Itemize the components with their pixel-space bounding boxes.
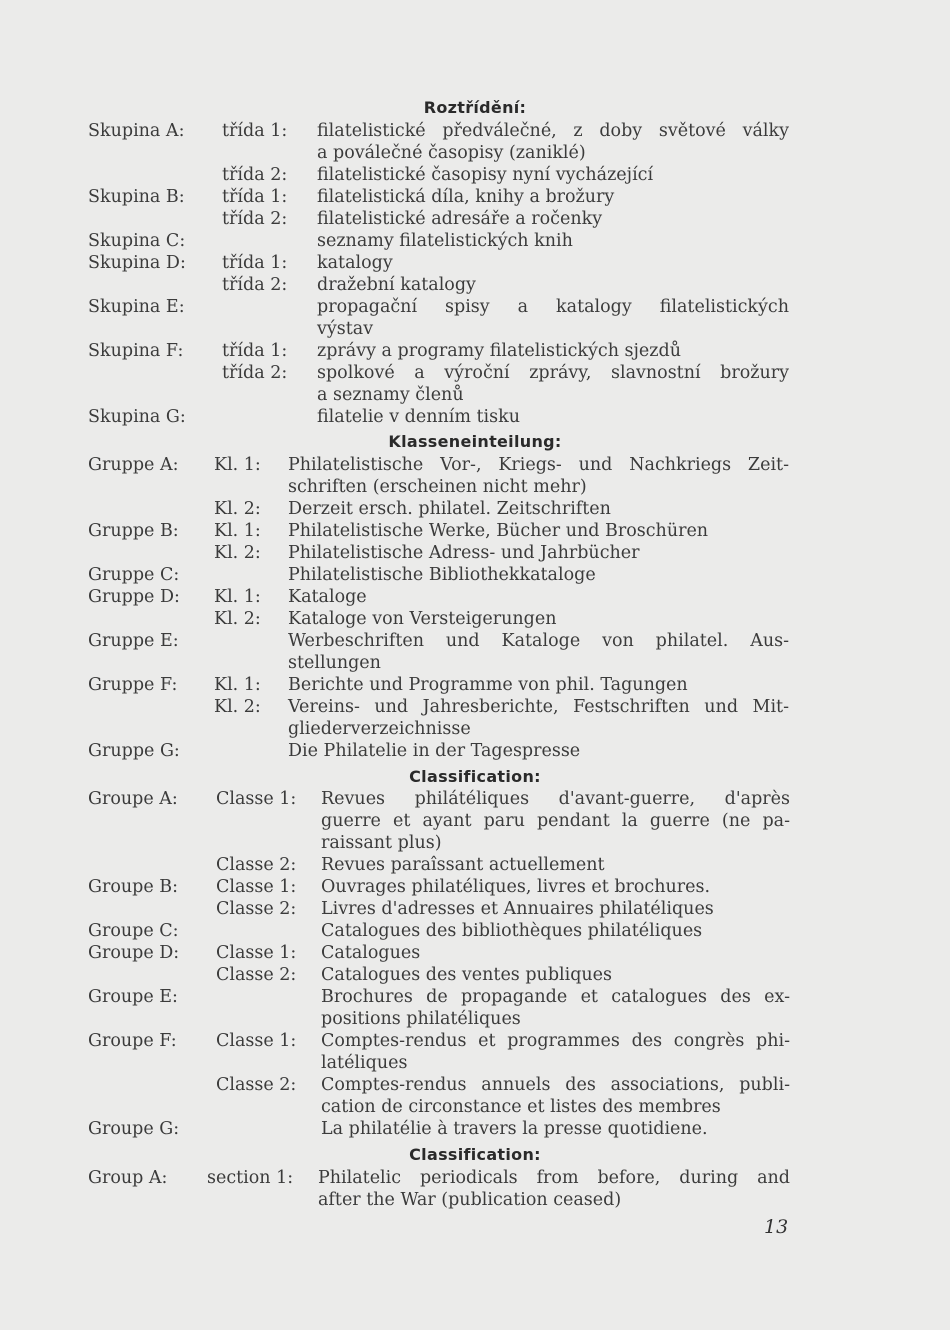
description-text: dražební katalogy <box>317 275 476 295</box>
description-text: schriften (erscheinen nicht mehr) <box>288 477 587 497</box>
classification-row <box>0 498 950 520</box>
description-text: Catalogues <box>321 943 421 963</box>
group-label: Gruppe B: <box>88 521 179 541</box>
class-label: třída 1: <box>222 187 288 207</box>
class-label: Kl. 1: <box>214 521 261 541</box>
classification-row <box>0 788 950 810</box>
classification-row <box>0 142 950 164</box>
class-label: Classe 2: <box>216 1075 297 1095</box>
class-label: Classe 1: <box>216 877 297 897</box>
classification-row <box>0 1118 950 1140</box>
group-label: Skupina A: <box>88 121 185 141</box>
description-text: Livres d'adresses et Annuaires philatéliques <box>321 899 714 919</box>
classification-row <box>0 696 950 718</box>
description-text: výstav <box>317 319 374 339</box>
class-label: Kl. 1: <box>214 455 261 475</box>
class-label: Kl. 2: <box>214 609 261 629</box>
classification-row <box>0 476 950 498</box>
description-text: La philatélie à travers la presse quotidiene. <box>321 1119 708 1139</box>
section-heading: Klasseneinteilung: <box>388 432 562 451</box>
group-label: Group A: <box>88 1168 168 1188</box>
description-text: stellungen <box>288 653 381 673</box>
classification-row <box>0 608 950 630</box>
description-text: filatelistická díla, knihy a brožury <box>317 187 615 207</box>
classification-row <box>0 832 950 854</box>
group-label: Skupina F: <box>88 341 184 361</box>
group-label: Skupina D: <box>88 253 186 273</box>
classification-row <box>0 854 950 876</box>
description-text: a poválečné časopisy (zaniklé) <box>317 143 586 163</box>
classification-row <box>0 920 950 942</box>
classification-row <box>0 406 950 428</box>
group-label: Skupina E: <box>88 297 185 317</box>
description-text: Revues paraîssant actuellement <box>321 855 605 875</box>
description-text: Philatelistische Vor-, Kriegs- und Nachkriegs Zeit- <box>288 455 789 475</box>
classification-row <box>0 340 950 362</box>
description-text: Kataloge von Versteigerungen <box>288 609 557 629</box>
description-text: spolkové a výroční zprávy, slavnostní brožury <box>317 363 789 383</box>
description-text: filatelistické předválečné, z doby světové války <box>317 121 789 141</box>
classification-row <box>0 1189 950 1211</box>
classification-row <box>0 1074 950 1096</box>
description-text: Philatelic periodicals from before, during and <box>318 1168 790 1188</box>
class-label: Kl. 2: <box>214 697 261 717</box>
description-text: Comptes-rendus annuels des associations, publi- <box>321 1075 790 1095</box>
classification-row <box>0 718 950 740</box>
description-text: cation de circonstance et listes des membres <box>321 1097 721 1117</box>
description-text: Philatelistische Adress- und Jahrbücher <box>288 543 640 563</box>
description-text: Vereins- und Jahresberichte, Festschriften und Mit- <box>288 697 789 717</box>
class-label: třída 2: <box>222 209 288 229</box>
description-text: Philatelistische Werke, Bücher und Broschüren <box>288 521 709 541</box>
group-label: Skupina B: <box>88 187 185 207</box>
description-text: filatelie v denním tisku <box>317 407 520 427</box>
classification-row <box>0 1096 950 1118</box>
group-label: Gruppe F: <box>88 675 178 695</box>
section-heading: Classification: <box>409 1145 541 1164</box>
group-label: Gruppe A: <box>88 455 179 475</box>
group-label: Gruppe D: <box>88 587 180 607</box>
class-label: Classe 1: <box>216 789 297 809</box>
classification-row <box>0 1052 950 1074</box>
description-text: Derzeit ersch. philatel. Zeitschriften <box>288 499 611 519</box>
class-label: třída 2: <box>222 275 288 295</box>
description-text: positions philatéliques <box>321 1009 521 1029</box>
description-text: Berichte und Programme von phil. Tagungen <box>288 675 688 695</box>
description-text: latéliques <box>321 1053 408 1073</box>
description-text: a seznamy členů <box>317 385 464 405</box>
group-label: Gruppe G: <box>88 741 180 761</box>
classification-row <box>0 564 950 586</box>
group-label: Gruppe E: <box>88 631 179 651</box>
description-text: Catalogues des bibliothèques philatéliques <box>321 921 703 941</box>
class-label: Classe 1: <box>216 943 297 963</box>
classification-row <box>0 454 950 476</box>
classification-row <box>0 740 950 762</box>
description-text: Philatelistische Bibliothekkataloge <box>288 565 596 585</box>
classification-row <box>0 586 950 608</box>
description-text: Ouvrages philatéliques, livres et brochures. <box>321 877 711 897</box>
class-label: Classe 2: <box>216 899 297 919</box>
section-heading: Classification: <box>409 767 541 786</box>
classification-row <box>0 274 950 296</box>
group-label: Gruppe C: <box>88 565 180 585</box>
classification-row <box>0 630 950 652</box>
description-text: katalogy <box>317 253 393 273</box>
group-label: Groupe G: <box>88 1119 180 1139</box>
description-text: Die Philatelie in der Tagespresse <box>288 741 581 761</box>
classification-row <box>0 1008 950 1030</box>
group-label: Groupe F: <box>88 1031 177 1051</box>
classification-row <box>0 964 950 986</box>
description-text: Revues philátéliques d'avant-guerre, d'après <box>321 789 790 809</box>
classification-row <box>0 810 950 832</box>
section-heading: Roztřídění: <box>423 98 527 117</box>
class-label: Classe 2: <box>216 855 297 875</box>
group-label: Groupe B: <box>88 877 179 897</box>
classification-row <box>0 942 950 964</box>
group-label: Skupina C: <box>88 231 186 251</box>
description-text: after the War (publication ceased) <box>318 1190 622 1210</box>
class-label: třída 2: <box>222 363 288 383</box>
description-text: Kataloge <box>288 587 367 607</box>
class-label: Kl. 2: <box>214 543 261 563</box>
class-label: třída 1: <box>222 341 288 361</box>
classification-row <box>0 898 950 920</box>
group-label: Skupina G: <box>88 407 186 427</box>
description-text: gliederverzeichnisse <box>288 719 471 739</box>
description-text: propagační spisy a katalogy filatelistických <box>317 297 789 317</box>
classification-row <box>0 208 950 230</box>
class-label: Kl. 1: <box>214 675 261 695</box>
group-label: Groupe E: <box>88 987 178 1007</box>
classification-row <box>0 674 950 696</box>
classification-row <box>0 252 950 274</box>
classification-row <box>0 384 950 406</box>
classification-row <box>0 318 950 340</box>
classification-row <box>0 1030 950 1052</box>
classification-row <box>0 164 950 186</box>
page-number: 13 <box>764 1216 789 1238</box>
description-text: seznamy filatelistických knih <box>317 231 573 251</box>
description-text: raissant plus) <box>321 833 442 853</box>
classification-row <box>0 542 950 564</box>
description-text: Brochures de propagande et catalogues des ex- <box>321 987 790 1007</box>
class-label: třída 2: <box>222 165 288 185</box>
class-label: section 1: <box>207 1168 294 1188</box>
description-text: Catalogues des ventes publiques <box>321 965 613 985</box>
description-text: guerre et ayant paru pendant la guerre (ne pa- <box>321 811 790 831</box>
class-label: Classe 1: <box>216 1031 297 1051</box>
classification-row <box>0 986 950 1008</box>
classification-row <box>0 230 950 252</box>
classification-row <box>0 652 950 674</box>
group-label: Groupe C: <box>88 921 179 941</box>
description-text: filatelistické časopisy nyní vycházející <box>317 165 654 185</box>
classification-row <box>0 520 950 542</box>
group-label: Groupe A: <box>88 789 178 809</box>
class-label: Kl. 2: <box>214 499 261 519</box>
description-text: Comptes-rendus et programmes des congrès phi- <box>321 1031 790 1051</box>
classification-row <box>0 362 950 384</box>
classification-row <box>0 120 950 142</box>
classification-row <box>0 876 950 898</box>
classification-row <box>0 186 950 208</box>
class-label: Classe 2: <box>216 965 297 985</box>
class-label: třída 1: <box>222 121 288 141</box>
class-label: Kl. 1: <box>214 587 261 607</box>
description-text: zprávy a programy filatelistických sjezdů <box>317 341 681 361</box>
class-label: třída 1: <box>222 253 288 273</box>
description-text: filatelistické adresáře a ročenky <box>317 209 603 229</box>
group-label: Groupe D: <box>88 943 180 963</box>
classification-row <box>0 296 950 318</box>
classification-row <box>0 1167 950 1189</box>
description-text: Werbeschriften und Kataloge von philatel. Aus- <box>288 631 789 651</box>
